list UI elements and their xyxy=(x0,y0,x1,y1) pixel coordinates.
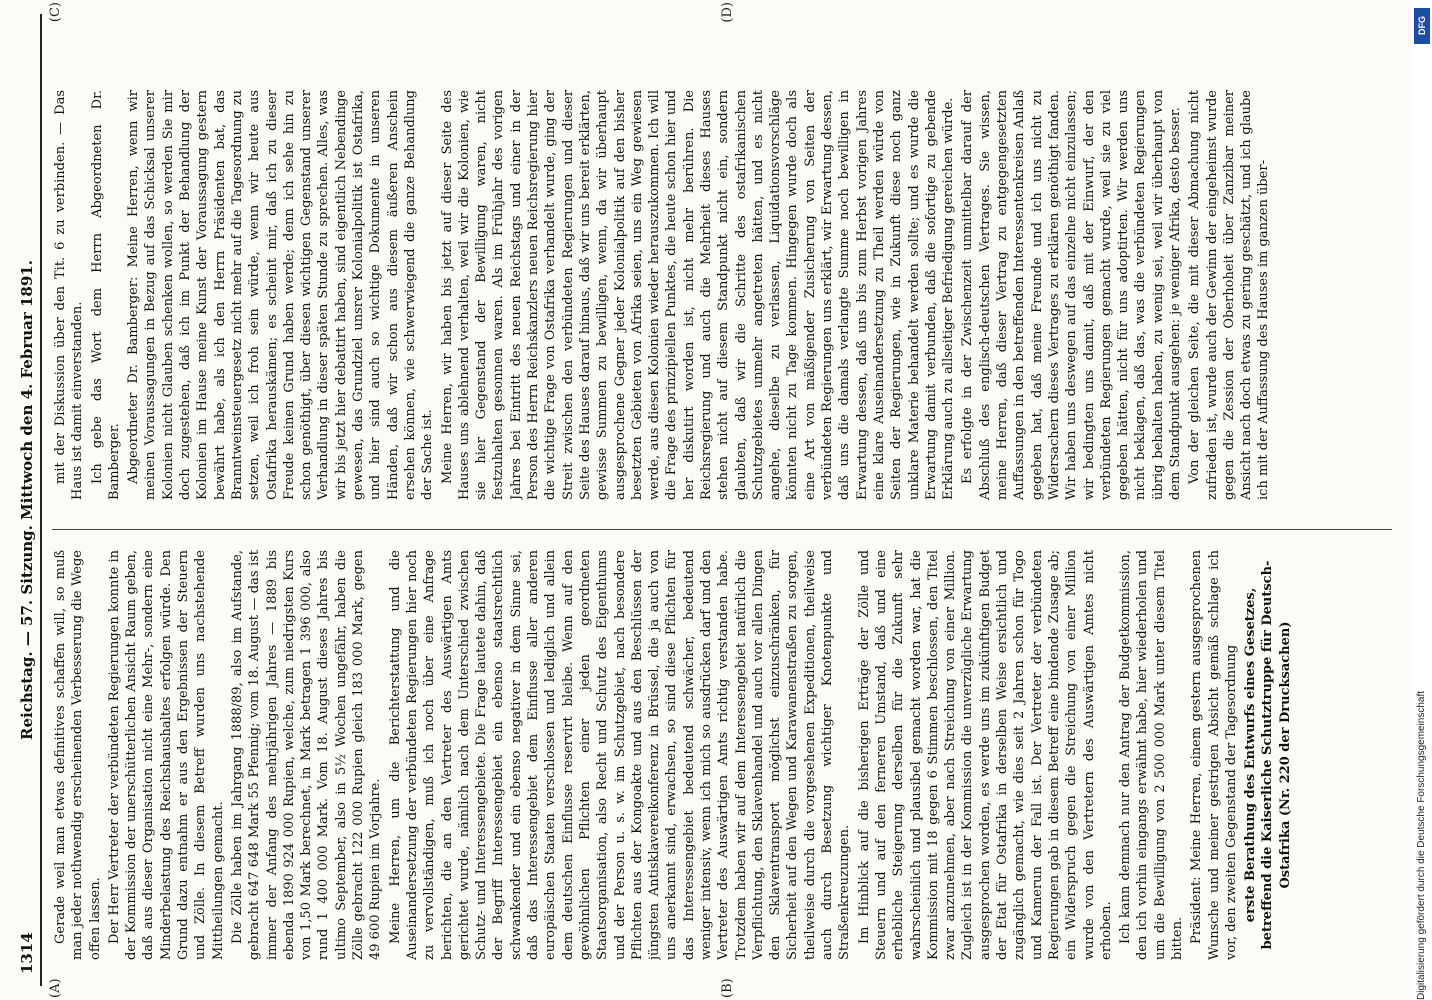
paragraph: Im Hinblick auf die bisherigen Erträge der Zölle und Steuern und auf den ferneren Umstand, daß und eine erhebliche Steigerung derselben für die Zukunft sehr wahrscheinlich und plausibel gemacht worden war, hat die Kommission mit 18 gegen 6 Stimmen beschlossen, den Titel zwar anzunehmen, aber nach Streichung von einer Million. Zugleich ist in der Kommission die unverzügliche Erwartung ausgesprochen worden, es werde uns im zukünftigen Budget der Etat für Ostafrika in derselben Weise ersichtlich und zugänglich gemacht, wie dies seit 2 Jahren schon für Togo und Kamerun der Fall ist. Der Vertreter der verbündeten Regierungen gab in diesem Betreff eine bindende Zusage ab; ein Widerspruch gegen die Streichung von einer Million wurde von den Vertretern des Auswärtigen Amtes nicht erhoben. xyxy=(856,550,1114,960)
dfg-logo: DFG xyxy=(1414,8,1430,44)
paragraph: Der Herr Vertreter der verbündeten Regierungen konnte in der Kommission der unerschütterlichen Ansicht Raum geben, daß aus dieser Organisation nicht eine Mehr-, sondern eine Minderbelastung des Reichshaushaltes erfolgen würde. Den Grund dazu entnahm er aus den Ergebnissen der Steuern und Zölle. In diesem Betreff wurden uns nachstehende Mittheilungen gemacht. xyxy=(106,550,226,960)
column-divider xyxy=(52,529,1392,530)
paragraph: Von der gleichen Seite, die mit dieser Abmachung nicht zufrieden ist, wurde auch der Gewinn der eingeheimst wurde gegen die Zession der Oberhoheit über Zanzibar meiner Ansicht nach doch etwas zu gering geschätzt, und ich glaube ich mit der Auffassung des Hauses im ganzen über- xyxy=(1187,90,1272,500)
right-text-column xyxy=(52,90,1392,500)
paragraph: erste Berathung des Entwurfs eines Gesetzes, betreffend die Kaiserliche Schutztruppe für Deutsch-Ostafrika (Nr. 220 der Drucksachen) xyxy=(1243,560,1293,950)
paragraph: Die Zölle haben im Jahrgang 1888/89, also im Aufstande, gebracht 647 648 Mark 55 Pfennig; vom 18. August — das ist immer der Anfang des mehrjährigen Jahres — 1889 bis ebenda 1890 924 000 Rupien, welche, zum niedrigsten Kurs von 1,50 Mark berechnet, in Mark betragen 1 396 000, also rund 1 400 000 Mark. Vom 18. August dieses Jahres bis ultimo September, also in 5½ Wochen ungefähr, haben die Zölle gebracht 122 000 Rupien gleich 183 000 Mark, gegen 49 600 Rupien im Vorjahre. xyxy=(229,550,384,960)
paragraph: Meine Herren, wir haben bis jetzt auf dieser Seite des Hauses uns ablehnend verhalten, weil wir die Kolonien, wie sie hier Gegenstand der Bewilligung waren, nicht festzuhalten gesonnen waren. Als im Frühjahr des vorigen Jahres bei Eintritt des neuen Reichstags und einer in der Person des Herrn Reichskanzlers neuen Reichsregierung hier die wichtige Frage von Ostafrika verhandelt wurde, ging der Streit zwischen den verbündeten Regierungen und dieser Seite des Hauses darauf hinaus, daß wir uns bereit erklärten, gewisse Summen zu bewilligen, wenn, da wir überhaupt ausgesprochene Gegner jeder Kolonialpolitik auf den bisher besetzten Gebieten von Afrika seien, uns ein Weg gewiesen werde, aus diesen Kolonien wieder herauszukommen. Ich will die Frage des prinzipiellen Punktes, die heute schon hier und her diskutirt worden ist, nicht mehr berühren. Die Reichsregierung und auch die Mehrheit dieses Hauses stehen nicht auf diesem Standpunkt nicht ein, sondern glaubten, daß wir die Schritte des ostafrikanischen Schutzgebietes unmehr angetreten hätten, und es nicht angehe, dieselbe zu verlassen, Liquidationsvorschläge könnten nicht zu Tage kommen. Hingegen wurde doch als eine Art von mäßigender Zusicherung von Seiten der verbündeten Regierungen uns erklärt, wir Erwartung dessen, daß uns die damals verlangte Summe noch bewilligen in Erwartung dessen, daß uns bis zum Herbst vorigen Jahres eine klare Auseinandersetzung zu Theil werden würde von Seiten der Regierungen, wie in Zukunft diese noch ganz unklare Materie behandelt werden sollte; und es wurde die Erwartung damit verbunden, daß die sofortige zu gebende Erklärung auch zu allseitiger Befriedigung gereichen würde. xyxy=(439,90,957,500)
page-title: Reichstag. — 57. Sitzung. Mittwoch den 4. Februar 1891. xyxy=(18,260,36,740)
page-number: 1314 xyxy=(18,932,36,974)
paragraph: Es erfolgte in der Zwischenzeit unmittelbar darauf der Abschluß des englisch-deutschen Vertrages. Sie wissen, meine Herren, daß dieser Vertrag zu entgegengesetzten Auffassungen in den betreffenden Interessentenkreisen Anlaß gegeben hat, daß meine Freunde und ich uns nicht zu Widersachern dieses Vertrages zu erklären genöthigt fanden. Wir haben uns deswegen auf das einzelne nicht einzulassen; wir bedingten uns damit, daß mit der Einwurf, der den verbündeten Regierungen gemacht wurde, weil sie zu viel gegeben hätten, nicht für uns adoptirten. Wir werden uns nicht beklagen, daß das, was die verbündeten Regierungen übrig behalten haben, zu wenig sei, weil wir überhaupt von dem Standpunkt ausgehen: je weniger Afrika, desto besser. xyxy=(960,90,1183,500)
paragraph: Ich gebe das Wort dem Herrn Abgeordneten Dr. Bamberger. xyxy=(89,90,122,500)
paragraph: Gerade weil man etwas definitives schaffen will, so muß man jeder nothwendig erscheinenden Verbesserung die Wege offen lassen. xyxy=(53,550,103,960)
margin-marker-c: (C) xyxy=(48,2,63,23)
left-text-column xyxy=(52,550,1392,960)
paragraph: Meine Herren, um die Berichterstattung und die Auseinandersetzung der verbündeten Regierungen hier noch zu vervollständigen, muß ich noch über eine Anfrage berichten, die an den Vertreter des Auswärtigen Amts gerichtet wurde, nämlich nach dem Unterschied zwischen Schutz- und Interessengebiete. Die Frage lautete dahin, daß der Begriff Interessengebiet ein ebenso staatsrechtlich schwankender und ein ebenso negativer in dem Sinne sei, daß das Interessengebiet dem Einflusse aller anderen europäischen Staaten verschlossen und lediglich und allein dem deutschen Einflusse reservirt bleibe. Wenn auf den gewöhnlichen Pflichten einer jeden geordneten Staatsorganisation, also Recht und Schutz des Eigenthums und der Person u. s. w. im Schutzgebiet, nach besondere Pflichten aus der Kongoakte und aus den Beschlüssen der jüngsten Antisklavereikonferenz in Brüssel, die ja auch von uns anerkannt sind, erwachsen, so sind diese Pflichten für das Interessengebiet bedeutend schwächer, bedeutend weniger intensiv, wenn ich mich so ausdrücken darf und den Vertreter des Auswärtigen Amts richtig verstanden habe. Trotzdem haben wir auf dem Interessengebiet natürlich die Verpflichtung, den Sklavenhandel und auch vor allen Dingen den Sklaventransport möglichst einzuschränken, für Sicherheit auf den Wegen und Karawanenstraßen zu sorgen, theilweise durch die vorgesehenen Expeditionen, theilweise auch durch Besetzung wichtiger Knotenpunkte und Straßenkreuzungen. xyxy=(387,550,853,960)
paragraph: mit der Diskussion über den Tit. 6 zu verbinden. — Das Haus ist damit einverstanden. xyxy=(53,90,86,500)
paragraph: Ich kann demnach nur den Antrag der Budgetkommission, den ich vorhin eingangs erwähnt habe, hier wiederholen und um die Bewilligung von 2 500 000 Mark unter diesem Titel bitten. xyxy=(1118,550,1185,960)
margin-marker-a: (A) xyxy=(48,978,63,998)
page-header xyxy=(14,14,42,986)
digitization-credit-text: Digitalisierung gefördert durch die Deutsche Forschungsgemeinschaft xyxy=(1416,690,1427,1000)
paragraph: Präsident: Meine Herren, einem gestern ausgesprochenen Wunsche und meiner gestrigen Absicht gemäß schlage ich vor, den zweiten Gegenstand der Tagesordnung xyxy=(1189,550,1239,960)
digitization-credit-strip xyxy=(1412,0,1432,1000)
margin-marker-d: (D) xyxy=(720,2,735,23)
margin-marker-b: (B) xyxy=(720,978,735,998)
paragraph: Abgeordneter Dr. Bamberger: Meine Herren, wenn wir meinen Voraussagungen in Bezug auf das Schicksal unserer Kolonien nicht Glauben schenken wollen, so werden Sie mir doch zugestehen, daß ich im Punkt der Behandlung der Kolonien im Hause meine Kunst der Voraussagung gestern bewährt habe, als ich den Herrn Präsidenten bat, das Branntweinsteuergesetz nicht mehr auf die Tagesordnung zu setzen, weil ich froh sein würde, wenn wir heute aus Ostafrika herauskämen; es scheint mir, daß ich zu dieser Freude keinen Grund haben werde; denn ich sehe hin zu schon genöthigt, über diesen wichtigen Gegenstand unserer Verhandlung in dieser späten Stunde zu sprechen. Alles, was wir bis jetzt hier debattirt haben, sind eigentlich Nebendinge gewesen, das Grundziel unsrer Kolonialpolitik ist Ostafrika, und hier sind auch so wichtige Dokumente in unseren Händen, daß wir schon aus diesem äußeren Anschein ersehen können, wie schwerwiegend die ganze Behandlung der Sache ist. xyxy=(126,90,436,500)
